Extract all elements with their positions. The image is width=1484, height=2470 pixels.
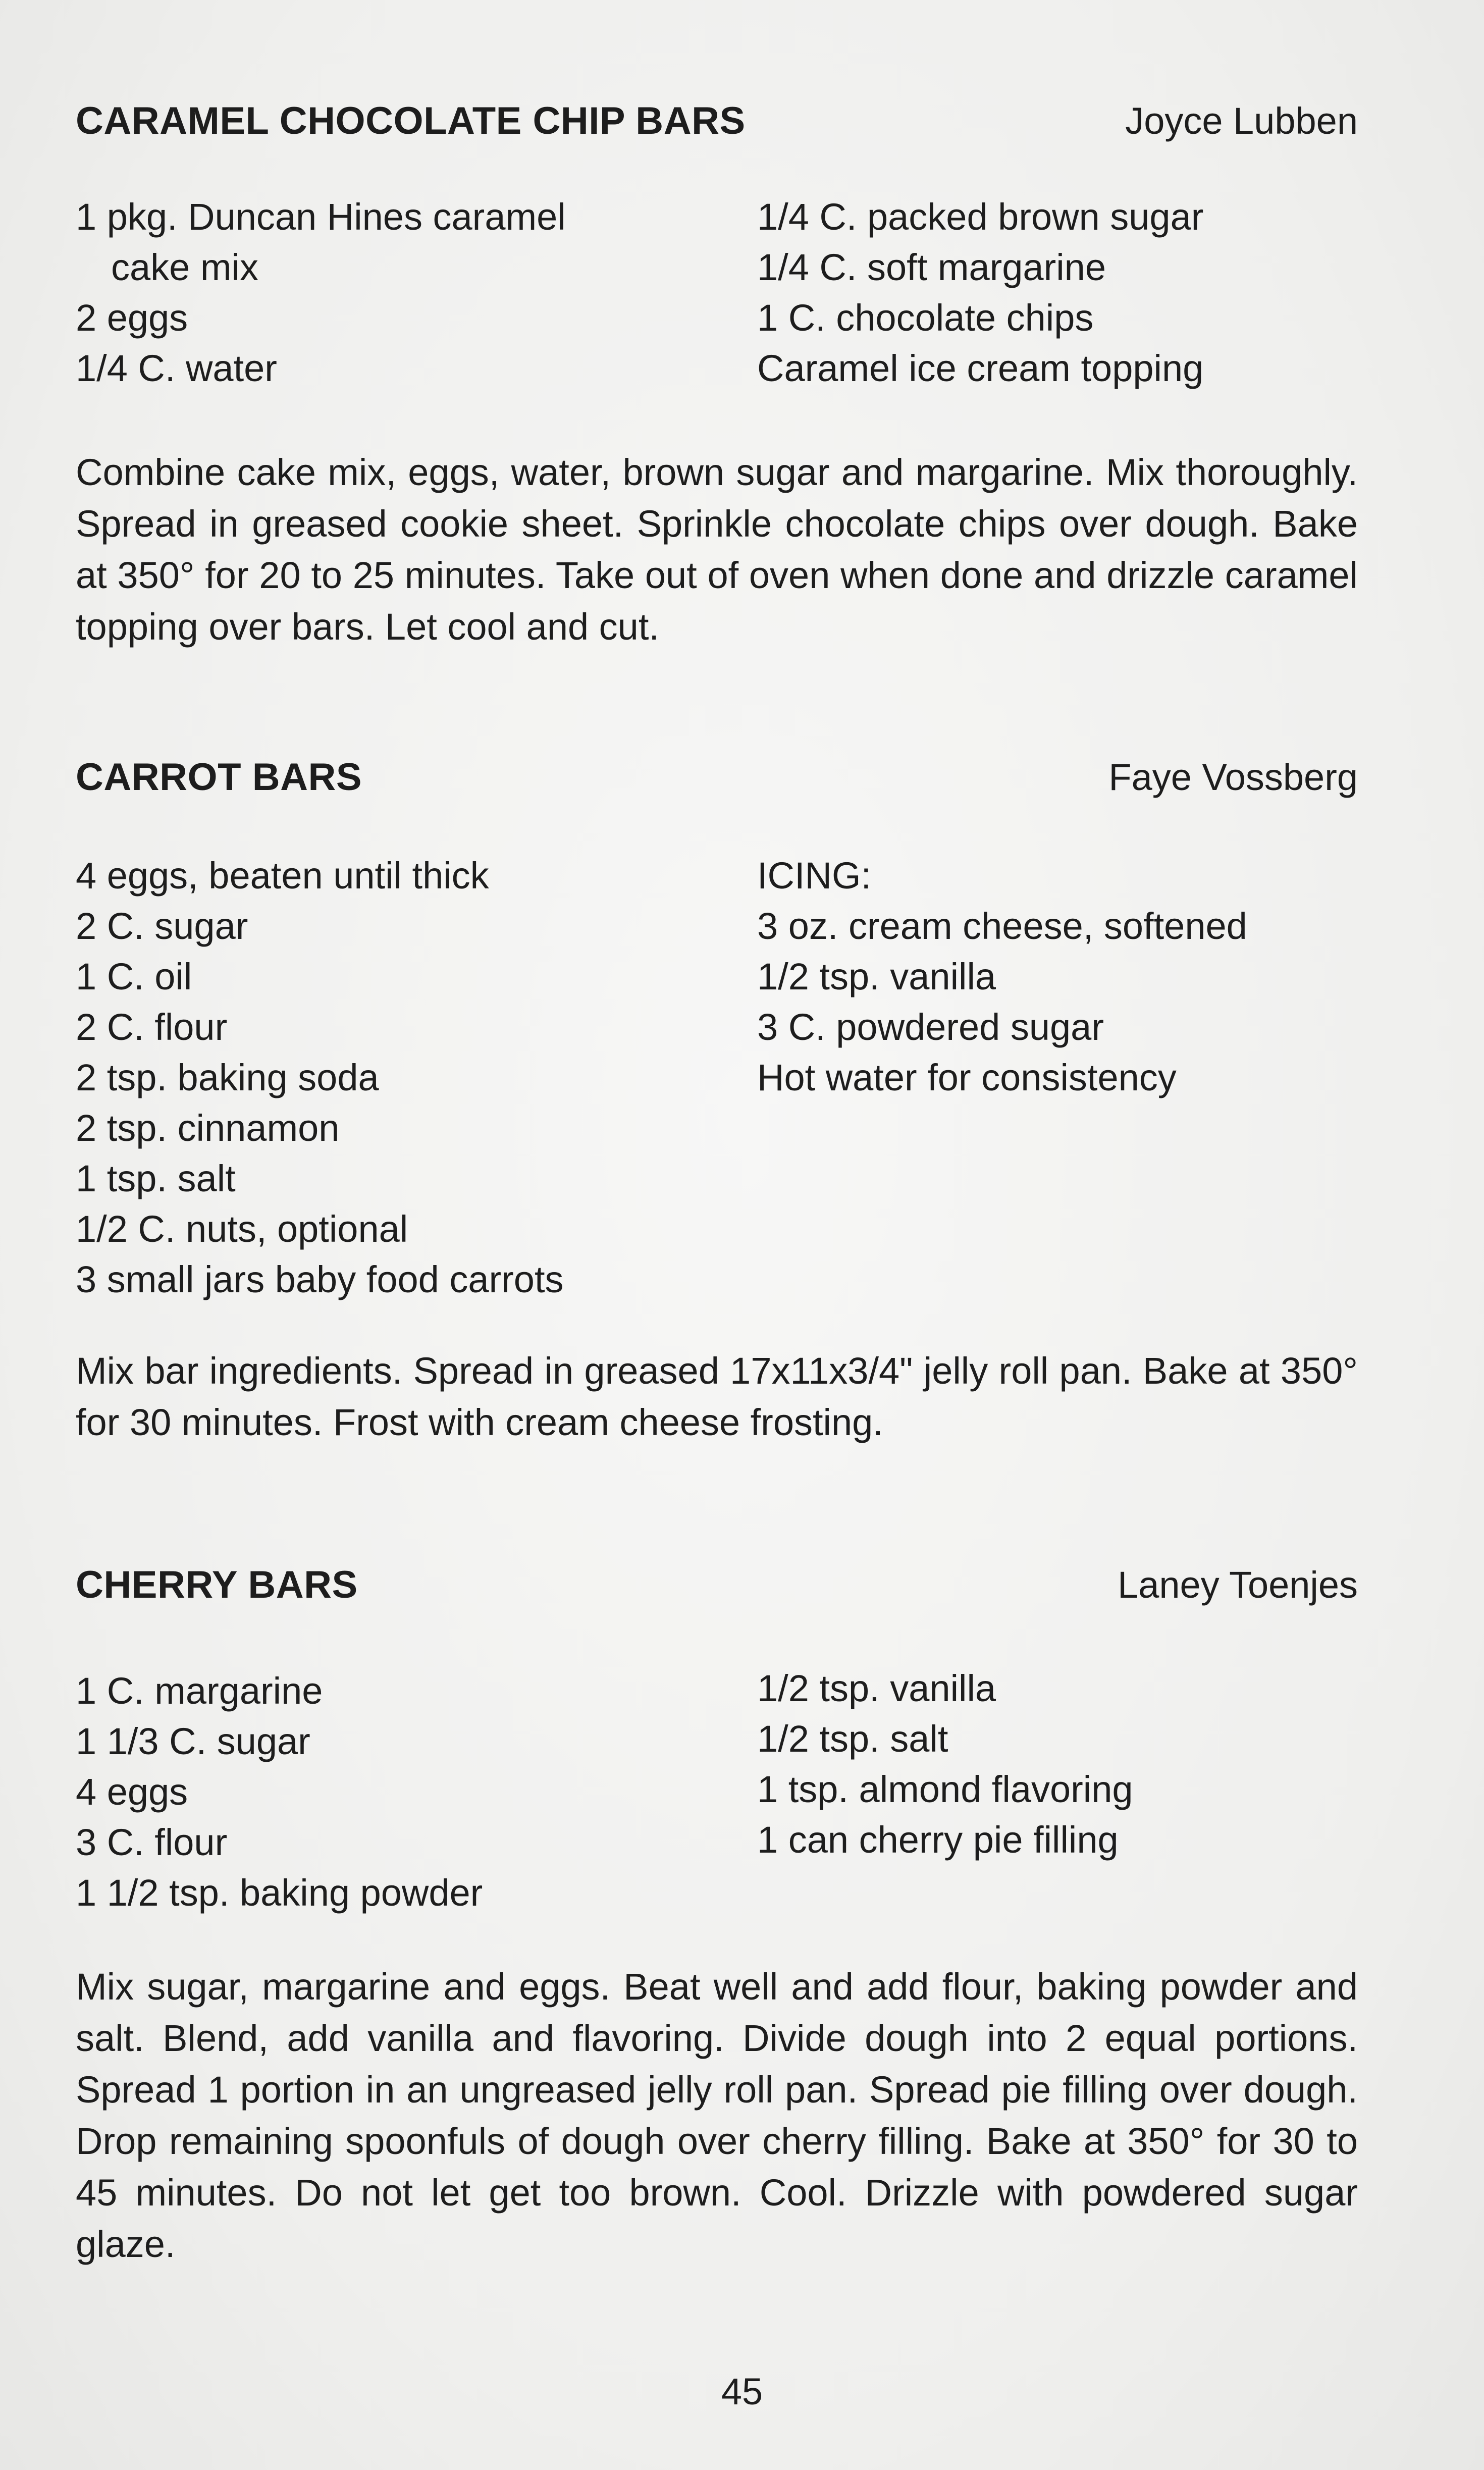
ingredient: 1/2 tsp. salt [757,1718,948,1760]
recipe-directions: Combine cake mix, eggs, water, brown sugar and margarine. Mix thoroughly. Spread in greased cookie sheet. Sprinkle chocolate chips over dough. Bake at 350° for 20 to 25 minutes. Take out of oven when done and drizzle caramel topping over bars. Let cool and cut. [76,451,1358,648]
ingredient: 1 C. oil [76,956,192,997]
ingredient: Hot water for consistency [757,1057,1177,1098]
ingredients-left [76,192,566,394]
recipe-caramel-chocolate-chip-bars [76,93,1358,648]
ingredients-left [76,851,564,1305]
recipe-header [76,93,1358,149]
ingredient: 1 tsp. almond flavoring [757,1768,1133,1810]
recipe-title: CHERRY BARS [76,1563,358,1606]
ingredient: 2 eggs [76,297,188,339]
ingredient: cake mix [111,246,258,288]
ingredient: 4 eggs [76,1771,188,1813]
ingredient: 2 C. sugar [76,905,248,947]
page-number: 45 [721,2371,763,2412]
ingredient: 3 C. powdered sugar [757,1006,1104,1048]
ingredient: 1/4 C. soft margarine [757,246,1106,288]
ingredient: 3 C. flour [76,1821,228,1863]
recipe-author: Joyce Lubben [1125,100,1358,142]
ingredient: 1 C. margarine [76,1670,323,1712]
icing-heading: ICING: [757,855,872,897]
recipe-author: Laney Toenjes [1118,1564,1358,1606]
ingredient: 1/2 tsp. vanilla [757,1667,996,1709]
ingredient: 1 1/3 C. sugar [76,1720,310,1762]
ingredient: 4 eggs, beaten until thick [76,855,489,897]
ingredient: 1 can cherry pie filling [757,1819,1119,1861]
ingredient: 1 1/2 tsp. baking powder [76,1872,483,1914]
ingredient: 1/4 C. water [76,347,277,389]
ingredient: 1 tsp. salt [76,1158,236,1199]
ingredient: 1/2 tsp. vanilla [757,956,996,997]
recipe-title: CARAMEL CHOCOLATE CHIP BARS [76,99,746,142]
ingredient: 2 tsp. cinnamon [76,1107,340,1149]
ingredient: 3 oz. cream cheese, softened [757,905,1247,947]
ingredients-right [757,851,1247,1103]
ingredient: 3 small jars baby food carrots [76,1258,564,1300]
ingredients-right [757,1663,1133,1865]
ingredient: Caramel ice cream topping [757,347,1204,389]
recipe-header [76,750,1358,805]
recipe-carrot-bars [76,750,1358,1443]
recipe-title: CARROT BARS [76,756,362,799]
recipe-directions: Mix bar ingredients. Spread in greased 17x11x3/4" jelly roll pan. Bake at 350° for 30 minutes. Frost with cream cheese frosting. [76,1350,1358,1443]
ingredient: 1/4 C. packed brown sugar [757,196,1204,238]
recipe-header [76,1557,1358,1613]
ingredients-left [76,1666,483,1918]
recipe-author: Faye Vossberg [1108,756,1358,798]
ingredient: 1 pkg. Duncan Hines caramel [76,196,566,238]
recipe-cherry-bars [76,1557,1358,2265]
ingredient: 1 C. chocolate chips [757,297,1094,339]
ingredients-right [757,192,1203,394]
ingredient: 2 C. flour [76,1006,228,1048]
ingredient: 1/2 C. nuts, optional [76,1208,408,1250]
ingredient: 2 tsp. baking soda [76,1057,379,1098]
recipe-directions: Mix sugar, margarine and eggs. Beat well and add flour, baking powder and salt. Blend, add vanilla and flavoring. Divide dough into 2 equal portions. Spread 1 portion in an ungreased jelly roll pan. Spread pie filling over dough. Drop remaining spoonfuls of dough over cherry filling. Bake at 350° for 30 to 45 minutes. Do not let get too brown. Cool. Drizzle with powdered sugar glaze. [76,1966,1358,2265]
